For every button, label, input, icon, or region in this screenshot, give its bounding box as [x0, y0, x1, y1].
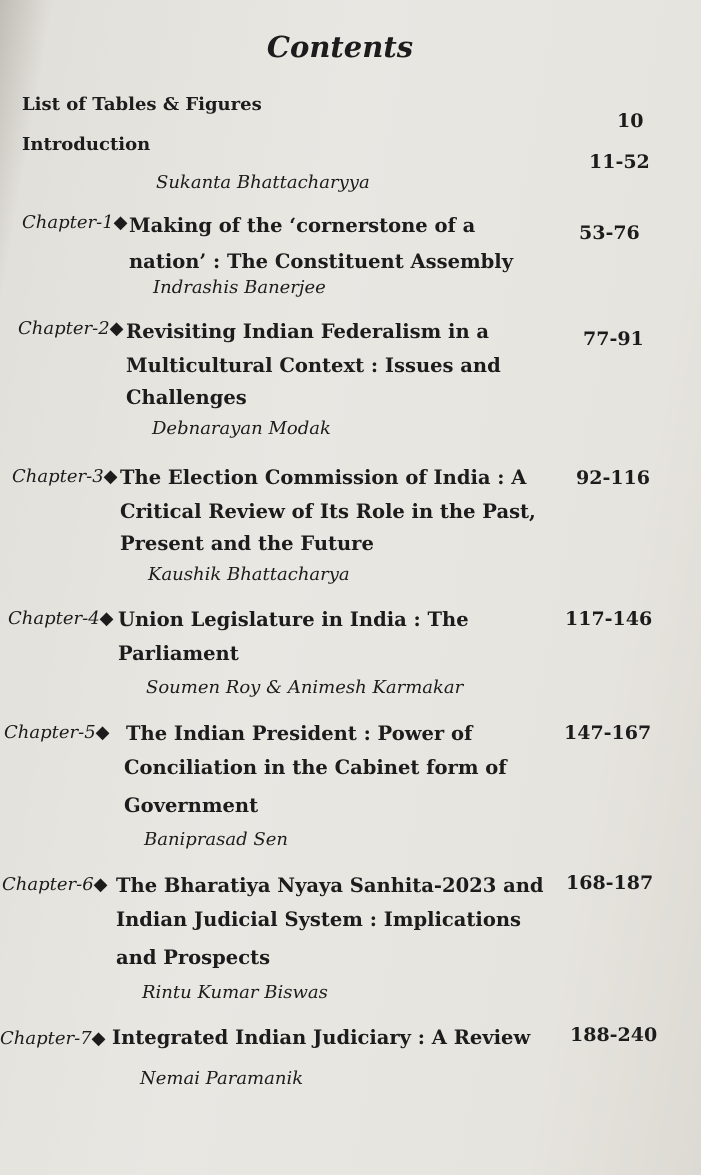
toc-chapter-author-2: Debnarayan Modak [152, 418, 331, 439]
toc-chapter-number-3: Chapter-3◆ [12, 466, 118, 487]
toc-chapter-number-4: Chapter-4◆ [8, 608, 114, 629]
toc-chapter-pages-5: 147-167 [564, 722, 652, 744]
toc-chapter-pages-2: 77-91 [583, 328, 644, 350]
toc-chapter-author-6: Rintu Kumar Biswas [142, 982, 328, 1003]
toc-chapter-pages-4: 117-146 [565, 608, 653, 630]
toc-pages-introduction: 11-52 [589, 151, 650, 173]
toc-chapter-author-5: Baniprasad Sen [144, 829, 288, 850]
toc-chapter-title-1-line-1: Making of the ‘cornerstone of a [129, 214, 476, 237]
toc-chapter-title-3-line-1: The Election Commission of India : A [120, 466, 527, 489]
toc-chapter-title-2-line-3: Challenges [126, 386, 247, 409]
toc-chapter-title-5-line-1: The Indian President : Power of [126, 722, 473, 745]
toc-chapter-author-7: Nemai Paramanik [140, 1068, 304, 1089]
toc-chapter-title-7-line-1: Integrated Indian Judiciary : A Review [112, 1026, 531, 1049]
page-title: Contents [266, 30, 414, 64]
toc-chapter-pages-3: 92-116 [576, 467, 650, 489]
toc-chapter-pages-1: 53-76 [579, 222, 640, 244]
toc-chapter-title-4-line-2: Parliament [118, 642, 239, 665]
toc-chapter-title-2-line-1: Revisiting Indian Federalism in a [126, 320, 490, 343]
toc-chapter-number-6: Chapter-6◆ [2, 874, 108, 895]
toc-chapter-title-6-line-2: Indian Judicial System : Implications [116, 908, 522, 931]
toc-chapter-title-3-line-3: Present and the Future [120, 532, 374, 555]
toc-entry-introduction: Introduction [22, 134, 151, 155]
toc-chapter-title-5-line-2: Conciliation in the Cabinet form of [124, 756, 507, 779]
diamond-bullet-icon: ◆ [93, 874, 108, 895]
toc-chapter-number-1: Chapter-1◆ [22, 212, 128, 233]
diamond-bullet-icon: ◆ [109, 318, 124, 339]
toc-chapter-author-3: Kaushik Bhattacharya [148, 564, 350, 585]
toc-chapter-number-5: Chapter-5◆ [4, 722, 110, 743]
toc-chapter-title-1-line-2: nation’ : The Constituent Assembly [129, 250, 514, 273]
toc-pages-list-of-tables: 10 [617, 110, 644, 132]
toc-chapter-author-1: Indrashis Banerjee [153, 277, 326, 298]
diamond-bullet-icon: ◆ [103, 466, 118, 487]
toc-chapter-title-2-line-2: Multicultural Context : Issues and [126, 354, 501, 377]
diamond-bullet-icon: ◆ [113, 212, 128, 233]
toc-chapter-pages-6: 168-187 [566, 872, 654, 894]
toc-chapter-number-2: Chapter-2◆ [18, 318, 124, 339]
toc-author-introduction: Sukanta Bhattacharyya [156, 172, 370, 193]
toc-chapter-title-6-line-3: and Prospects [116, 946, 271, 969]
diamond-bullet-icon: ◆ [95, 722, 110, 743]
toc-chapter-title-5-line-3: Government [124, 794, 259, 817]
toc-chapter-pages-7: 188-240 [570, 1024, 658, 1046]
toc-chapter-title-3-line-2: Critical Review of Its Role in the Past, [120, 500, 536, 523]
toc-chapter-author-4: Soumen Roy & Animesh Karmakar [146, 677, 464, 698]
toc-entry-list-of-tables: List of Tables & Figures [22, 94, 262, 115]
toc-chapter-number-7: Chapter-7◆ [0, 1028, 106, 1049]
diamond-bullet-icon: ◆ [91, 1028, 106, 1049]
diamond-bullet-icon: ◆ [99, 608, 114, 629]
toc-chapter-title-4-line-1: Union Legislature in India : The [118, 608, 469, 631]
toc-chapter-title-6-line-1: The Bharatiya Nyaya Sanhita-2023 and [116, 874, 544, 897]
